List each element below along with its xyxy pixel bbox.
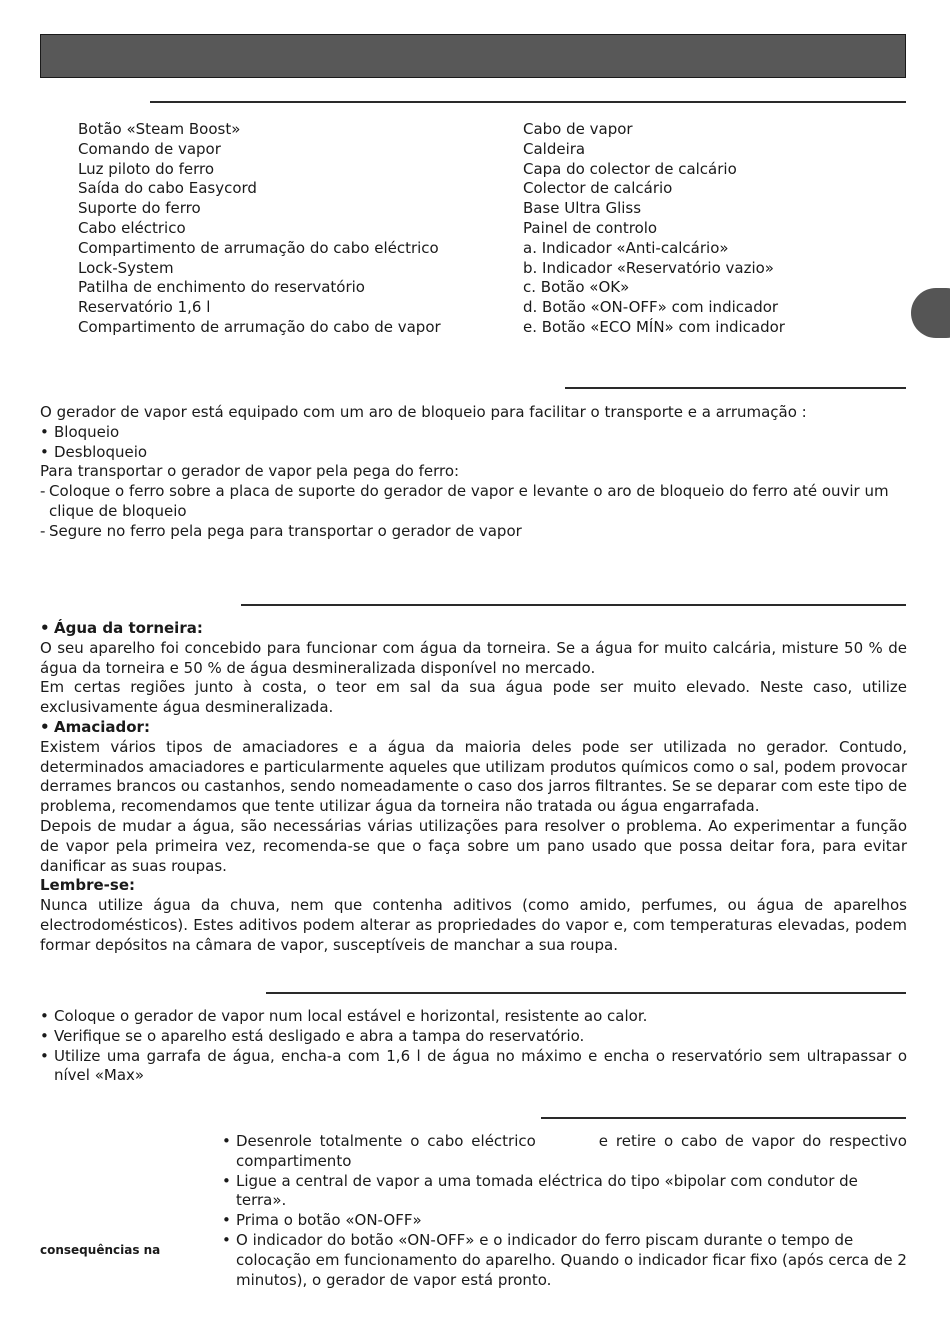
list-item: c. Botão «OK» [523,278,630,297]
remember-heading: Lembre-se: [40,876,135,895]
language-tab [911,288,950,338]
filling-step: • Coloque o gerador de vapor num local estável e horizontal, resistente ao calor. [40,1007,907,1027]
lock-step: - Segure no ferro pela pega para transportar o gerador de vapor [40,522,907,542]
filling-step: • Verifique se o aparelho está desligado e abra a tampa do reservatório. [40,1027,907,1047]
list-item: Suporte do ferro [78,199,201,218]
list-item: Reservatório 1,6 l [78,298,211,317]
list-item: Compartimento de arrumação do cabo eléctrico [78,238,439,257]
section-rule-water [241,604,906,606]
list-item: Lock-System [78,258,174,277]
list-item: Compartimento de arrumação do cabo de vapor [78,317,441,336]
list-item: Saída do cabo Easycord [78,179,257,198]
lock-section [40,403,907,542]
startup-step: • Prima o botão «ON-OFF» [222,1211,907,1231]
list-item: Base Ultra Gliss [523,199,642,218]
list-item: a. Indicador «Anti-calcário» [523,238,729,257]
lock-step: - Coloque o ferro sobre a placa de suporte do gerador de vapor e levante o aro de bloqueio do ferro até ouvir um clique de bloqueio [40,482,907,522]
list-item: b. Indicador «Reservatório vazio» [523,258,774,277]
list-item: Caldeira [523,139,586,158]
list-item: Cabo eléctrico [78,218,186,237]
tap-water-heading: • Água da torneira: [40,619,907,639]
lock-bullet-lock: • Bloqueio [40,423,907,443]
header-bar [40,34,906,78]
lock-intro: O gerador de vapor está equipado com um aro de bloqueio para facilitar o transporte e a arrumação : [40,403,807,421]
softener-heading: • Amaciador: [40,718,907,738]
list-item: d. Botão «ON-OFF» com indicador [523,298,779,317]
side-note: consequências na [40,1243,161,1257]
softener-text: Depois de mudar a água, são necessárias várias utilizações para resolver o problema. Ao experimentar a função de vapor pela primeira vez, recomenda-se que o faça sobre um pano usado que possa deitar fora, para evitar danificar as suas roupas. [40,816,907,875]
list-item: e. Botão «ECO MÍN» com indicador [523,317,785,336]
section-rule-startup [541,1117,906,1119]
remember-text: Nunca utilize água da chuva, nem que contenha aditivos (como amido, perfumes, ou água de aparelhos electrodomésticos). Estes aditivos podem alterar as propriedades do vapor e, com temperaturas elevadas, podem formar depósitos na câmara de vapor, susceptíveis de manchar a sua roupa. [40,896,907,954]
tap-water-text: Em certas regiões junto à costa, o teor em sal da sua água pode ser muito elevado. Neste caso, utilize exclusivamente água desmineralizada. [40,678,907,717]
tap-water-text: O seu aparelho foi concebido para funcionar com água da torneira. Se a água for muito calcária, misture 50 % de água da torneira e 50 % de água desmineralizada disponível no mercado. [40,638,907,677]
startup-step: • O indicador do botão «ON-OFF» e o indicador do ferro piscam durante o tempo de colocação em funcionamento do aparelho. Quando o indicador ficar fixo (após cerca de 2 minutos), o gerador de vapor está pronto. [222,1231,907,1290]
filling-section [40,1007,907,1086]
list-item: Colector de calcário [523,179,673,198]
startup-section [222,1132,912,1290]
water-section [40,619,907,956]
list-item: Luz piloto do ferro [78,159,214,178]
lock-transport-intro: Para transportar o gerador de vapor pela pega do ferro: [40,462,460,481]
list-item: Painel de controlo [523,218,658,237]
section-rule-filling [266,992,906,994]
filling-step: • Utilize uma garrafa de água, encha-a com 1,6 l de água no máximo e encha o reservatório sem ultrapassar o nível «Max» [40,1047,907,1087]
lock-bullet-unlock: • Desbloqueio [40,443,907,463]
section-rule-components [150,101,906,103]
components-list-right [523,120,785,338]
startup-step: • Ligue a central de vapor a uma tomada eléctrica do tipo «bipolar com condutor de terra». [222,1172,907,1212]
section-rule-lock [565,387,906,389]
components-list-left [78,120,441,338]
startup-step: • Desenrole totalmente o cabo eléctrico e retire o cabo de vapor do respectivo compartimento [222,1132,907,1172]
list-item: Cabo de vapor [523,120,633,138]
softener-text: Existem vários tipos de amaciadores e a água da maioria deles pode ser utilizada no gerador. Contudo, determinados amaciadores e particularmente aqueles que utilizam produtos químicos como o sal, podem provocar derrames brancos ou castanhos, sendo nomeadamente o caso dos jarros filtrantes. Se se deparar com este tipo de problema, recomendamos que tente utilizar água da torneira não tratada ou água engarrafada. [40,737,908,816]
list-item: Comando de vapor [78,139,221,158]
list-item: Capa do colector de calcário [523,159,737,178]
list-item: Patilha de enchimento do reservatório [78,278,365,297]
list-item: Botão «Steam Boost» [78,120,241,138]
